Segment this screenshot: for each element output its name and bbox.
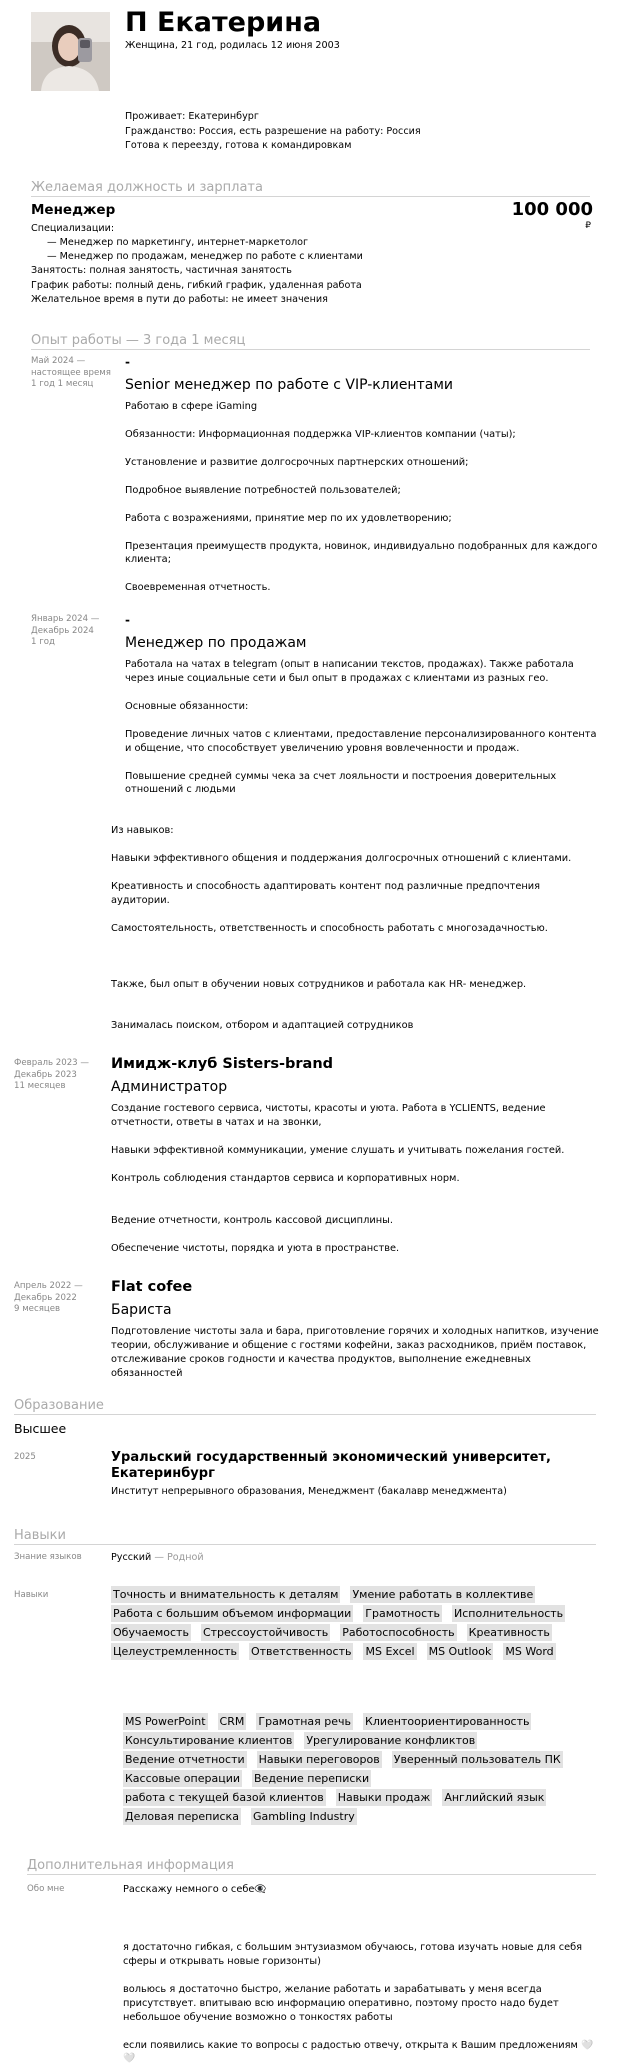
skill-tag: работа с текущей базой клиентов	[125, 1791, 324, 1804]
job-period: Апрель 2022 — Декабрь 2022 9 месяцев	[14, 1281, 83, 1315]
skill-tag: Кассовые операции	[125, 1772, 241, 1785]
desired-position: Менеджер	[31, 202, 116, 218]
university-name: Уральский государственный экономический университет, Екатеринбург	[111, 1450, 551, 1482]
skill-tag: Ответственность	[250, 1645, 352, 1658]
job-description: Работаю в сфере iGaming Обязанности: Информационная поддержка VIP-клиентов компании (чаты); Установление и развитие долгосрочных партнерских отношений; Подробное выявление потребностей пользователей; Работа с возражениями, принятие мер по их удовлетворению; Презентация преимуществ продукта, новинок, индивидуально подобранных для каждого клиента; Своевременная отчетность.	[125, 401, 598, 594]
employment: Занятость: полная занятость, частичная занятость	[31, 265, 292, 276]
specializations-label: Специализации:	[31, 223, 115, 234]
skill-tag: MS Word	[505, 1645, 554, 1658]
skill-tag: Консультирование клиентов	[125, 1734, 293, 1747]
job-title: Менеджер по продажам	[125, 635, 307, 651]
skill-tag: Ведение переписки	[254, 1772, 370, 1785]
skill-tag: CRM	[219, 1715, 245, 1728]
skill-tag: Клиентоориентированность	[365, 1715, 530, 1728]
job-period: Февраль 2023 — Декабрь 2023 11 месяцев	[14, 1058, 89, 1092]
job-description: Создание гостевого сервиса, чистоты, красоты и уюта. Работа в YCLIENTS, ведение отчетности, ответы в чатах и на звонки, Навыки эффективной коммуникации, умение слушать и учитывать пожелания гостей. Контроль соблюдения стандартов сервиса и корпоративных норм. Ведение отчетности, контроль кассовой дисциплины. Обеспечение чистоты, порядка и уюта в пространстве.	[111, 1103, 565, 1254]
job-description: Работала на чатах в telegram (опыт в написании текстов, продажах). Также работала через иные социальные сети и был опыт в продажах с клиентами из разных гео. Основные обязанности: Проведение личных чатов с клиентами, предоставление персонализированного контента и общение, что способствует увеличению уровня вовлеченности и продаж. Повышение средней суммы чека за счет лояльности и построения доверительных отношений с людьми	[125, 659, 597, 796]
skill-tag: Английский язык	[444, 1791, 545, 1804]
specialization-item: — Менеджер по маркетингу, интернет-маркетолог	[47, 237, 309, 248]
job-description-extra: Из навыков: Навыки эффективного общения и поддержания долгосрочных отношений с клиентами. Креативность и способность адаптировать контент под различные предпочтения аудитории. Самостоятельность, ответственность и способность работать с многозадачностью. Также, был опыт в обучении новых сотрудников и работала как HR- менеджер. Занималась поиском, отбором и адаптацией сотрудников	[111, 825, 572, 1032]
avatar-photo-icon	[31, 12, 110, 91]
job-description: Подготовление чистоты зала и бара, приготовление горячих и холодных напитков, изучение теории, обслуживание и общение с гостями кофейни, заказ расходников, приём поставок, отслеживание сроков годности и качества продуктов, выполнение ежедневных обязанностей	[111, 1326, 599, 1379]
job-period: Май 2024 — настоящее время 1 год 1 месяц	[31, 356, 111, 390]
job-company: Имидж-клуб Sisters-brand	[111, 1056, 334, 1072]
skill-tag: Деловая переписка	[125, 1810, 239, 1823]
skill-tag: Уверенный пользователь ПК	[393, 1753, 561, 1766]
job-period: Январь 2024 — Декабрь 2024 1 год	[31, 614, 100, 648]
schedule: График работы: полный день, гибкий график, удаленная работа	[31, 280, 362, 291]
education-year: 2025	[14, 1452, 36, 1462]
salary: 100 000	[511, 199, 593, 220]
skill-tag: Ведение отчетности	[125, 1753, 245, 1766]
skill-tags	[111, 1586, 576, 1662]
skill-tag: Урегулирование конфликтов	[306, 1734, 476, 1747]
about-text: я достаточно гибкая, с большим энтузиазмом обучаюсь, готова изучать новые для себя сферы и открывать новые горизонты) вольюсь я достаточно быстро, желание работать и зарабатывать у меня всегда присутствует. впитываю всю информацию оперативно, поэтому просто надо будет небольшое обучение возможно о тонкостях работы если появились какие то вопросы с радостью отвечу, открыта к Вашим предложениям 🤍🤍	[123, 1942, 594, 2065]
avatar	[31, 12, 110, 91]
skill-tag: MS Excel	[365, 1645, 415, 1658]
skill-tag: Исполнительность	[454, 1607, 564, 1620]
language-item: Русский — Родной	[111, 1552, 204, 1563]
skill-tag: Обучаемость	[113, 1626, 189, 1639]
skill-tag: Работоспособность	[342, 1626, 455, 1639]
job-company: Flat cofee	[111, 1279, 193, 1295]
job-company: -	[125, 355, 130, 369]
skill-tag: MS Outlook	[428, 1645, 492, 1658]
education-level: Высшее	[14, 1421, 67, 1436]
skill-tag: Gambling Industry	[252, 1810, 355, 1823]
job-company: -	[125, 613, 130, 627]
section-title-skills: Навыки	[14, 1528, 596, 1545]
about-label: Обо мне	[27, 1884, 65, 1894]
section-title-position: Желаемая должность и зарплата	[31, 180, 590, 197]
languages-label: Знание языков	[14, 1552, 82, 1562]
skill-tags	[123, 1713, 588, 1827]
commute: Желательное время в пути до работы: не имеет значения	[31, 294, 328, 305]
skill-tag: Креативность	[468, 1626, 550, 1639]
university-faculty: Институт непрерывного образования, Менеджмент (бакалавр менеджмента)	[111, 1486, 507, 1497]
skill-tag: Навыки переговоров	[258, 1753, 380, 1766]
skill-tag: Грамотная речь	[258, 1715, 352, 1728]
skill-tag: Умение работать в коллективе	[352, 1588, 534, 1601]
skill-tag: Целеустремленность	[113, 1645, 237, 1658]
specialization-item: — Менеджер по продажам, менеджер по работе с клиентами	[47, 251, 363, 262]
skill-tag: Работа с большим объемом информации	[113, 1607, 352, 1620]
skills-label: Навыки	[14, 1590, 49, 1600]
skill-tag: Стрессоустойчивость	[202, 1626, 329, 1639]
skill-tag: Точность и внимательность к деталям	[113, 1588, 339, 1601]
skill-tag: MS PowerPoint	[125, 1715, 206, 1728]
relocation: Готова к переезду, готова к командировкам	[125, 140, 352, 151]
job-title: Администратор	[111, 1079, 228, 1095]
candidate-name: П Екатерина	[125, 7, 322, 38]
salary-currency: ₽	[585, 221, 591, 231]
section-title-experience: Опыт работы — 3 года 1 месяц	[31, 333, 590, 350]
about-intro: Расскажу немного о себе👁‍🗨	[123, 1884, 267, 1895]
job-title: Бариста	[111, 1302, 172, 1318]
section-title-education: Образование	[14, 1398, 596, 1415]
residence: Проживает: Екатеринбург	[125, 111, 259, 122]
candidate-subtitle: Женщина, 21 год, родилась 12 июня 2003	[125, 40, 340, 51]
skill-tag: Грамотность	[365, 1607, 441, 1620]
job-title: Senior менеджер по работе с VIP-клиентами	[125, 377, 453, 393]
citizenship: Гражданство: Россия, есть разрешение на работу: Россия	[125, 126, 421, 137]
skill-tag: Навыки продаж	[337, 1791, 431, 1804]
section-title-additional: Дополнительная информация	[27, 1858, 596, 1875]
